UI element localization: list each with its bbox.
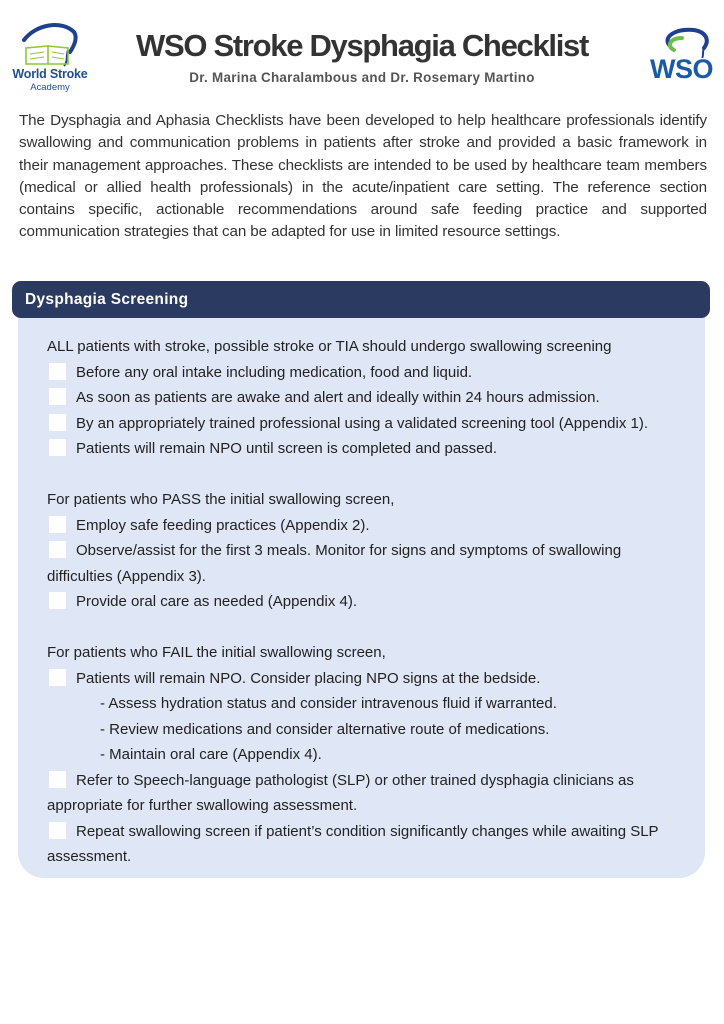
item-text: Employ safe feeding practices (Appendix 2).: [76, 516, 370, 534]
item-text: Repeat swallowing screen if patient’s condition significantly changes while awaiting SLP: [76, 822, 659, 840]
checklist-item: [47, 436, 707, 462]
checkbox[interactable]: [49, 771, 66, 788]
checkbox[interactable]: [49, 439, 66, 456]
checklist-item: [47, 513, 707, 539]
item-text: Before any oral intake including medication, food and liquid.: [76, 363, 473, 381]
checklist-item: [47, 360, 707, 386]
logo-subtitle: Academy: [30, 82, 70, 93]
item-text: Observe/assist for the first 3 meals. Monitor for signs and symptoms of swallowing: [76, 542, 622, 559]
checkbox[interactable]: [49, 363, 66, 380]
sub-item: - Assess hydration status and consider intravenous fluid if warranted.: [100, 695, 557, 712]
authors: Dr. Marina Charalambous and Dr. Rosemary Martino: [189, 70, 535, 85]
checklist-item: [47, 538, 707, 564]
item-continuation: assessment.: [47, 848, 132, 865]
logo-name: World Stroke: [12, 67, 88, 81]
section-header: [12, 281, 710, 318]
group-heading: ALL patients with stroke, possible stroke or TIA should undergo swallowing screening: [47, 338, 612, 355]
checklist-item: [47, 768, 707, 794]
checkbox[interactable]: [49, 822, 66, 839]
item-text: Patients will remain NPO. Consider placing NPO signs at the bedside.: [76, 669, 541, 687]
checklist-item: [47, 385, 707, 411]
item-text: By an appropriately trained professional using a validated screening tool (Appendix 1).: [76, 414, 649, 432]
section-title: Dysphagia Screening: [25, 291, 189, 308]
checklist-item: [47, 819, 707, 845]
item-text: Patients will remain NPO until screen is completed and passed.: [76, 440, 498, 457]
sub-item: - Review medications and consider alternative route of medications.: [100, 720, 550, 738]
intro-paragraph: The Dysphagia and Aphasia Checklists have been developed to help healthcare professionals identify swallowing and communication problems in patients after stroke and provided a basic framework in their management approaches. These checklists are intended to be used by healthcare team members (medical or allied health professionals) in the acute/inpatient care setting. The reference section contains specific, actionable recommendations around safe feeding practice and supported communication strategies that can be adapted for use in limited resource settings.: [19, 112, 707, 241]
checklist-item: [47, 589, 707, 615]
item-continuation: difficulties (Appendix 3).: [47, 567, 206, 585]
checklist: [47, 334, 707, 870]
wso-logo: [648, 24, 720, 84]
checkbox[interactable]: [49, 388, 66, 405]
checkbox[interactable]: [49, 516, 66, 533]
open-book-icon: [18, 22, 82, 68]
item-text: Refer to Speech-language pathologist (SLP) or other trained dysphagia clinicians as: [76, 771, 634, 789]
item-text: As soon as patients are awake and alert and ideally within 24 hours admission.: [76, 389, 600, 406]
checkbox[interactable]: [49, 541, 66, 558]
world-stroke-academy-logo: [6, 22, 92, 96]
item-continuation: appropriate for further swallowing assessment.: [47, 797, 358, 814]
checklist-item: [47, 666, 707, 692]
item-text: Provide oral care as needed (Appendix 4).: [76, 593, 358, 610]
checkbox[interactable]: [49, 669, 66, 686]
checkbox[interactable]: [49, 414, 66, 431]
page-title: WSO Stroke Dysphagia Checklist: [136, 28, 588, 63]
checklist-item: [47, 411, 707, 437]
group-heading: For patients who PASS the initial swallowing screen,: [47, 491, 395, 508]
group-heading: For patients who FAIL the initial swallowing screen,: [47, 644, 386, 661]
sub-item: - Maintain oral care (Appendix 4).: [100, 746, 322, 763]
checkbox[interactable]: [49, 592, 66, 609]
wso-swoosh-icon: [648, 24, 718, 58]
wso-logo-text: WSO: [650, 54, 713, 84]
